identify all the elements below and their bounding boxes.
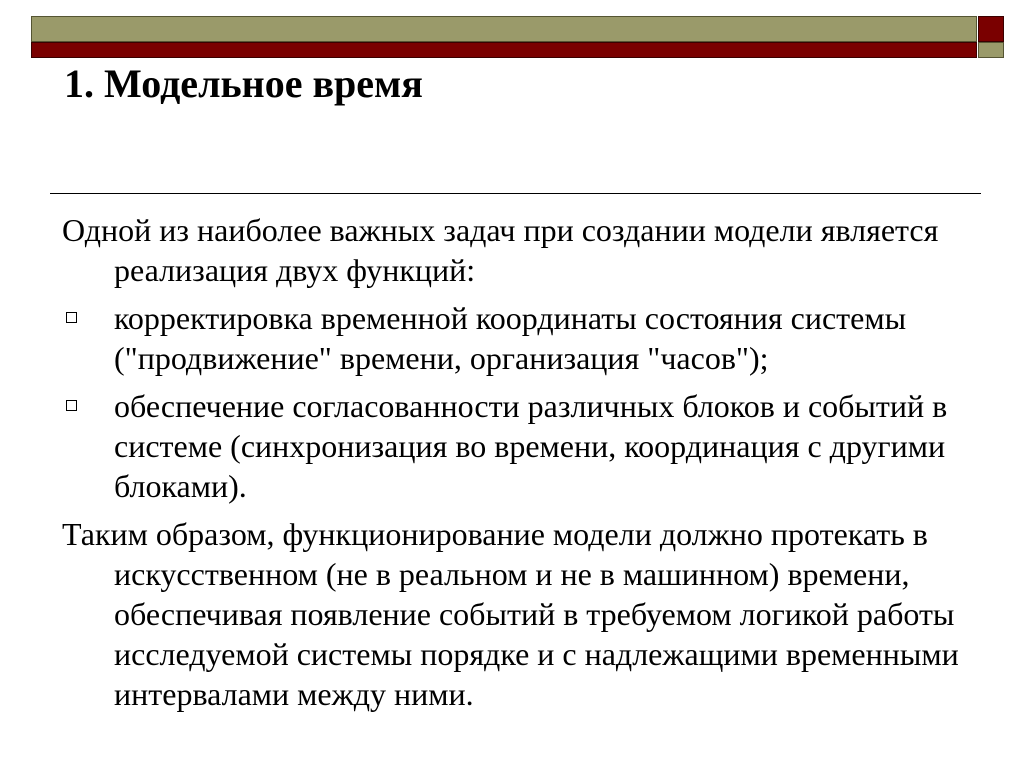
bullet-item (62, 386, 982, 506)
conclusion-paragraph: Таким образом, функционирование модели должно протекать в искусственном (не в реальном и не в машинном) времени, обеспечивая появление событий в требуемом логикой работы исследуемой системы порядке и с надлежащими временными интервалами между ними. (62, 516, 959, 712)
header-square-olive (978, 42, 1004, 58)
header-square-maroon (978, 16, 1004, 42)
bullet-text: корректировка временной координаты состояния системы ("продвижение" времени, организация "часов"); (114, 300, 907, 376)
hollow-square-bullet-icon (66, 400, 77, 411)
hollow-square-bullet-icon (66, 312, 77, 323)
title-divider (50, 193, 981, 194)
bullet-item (62, 298, 982, 378)
bullet-text: обеспечение согласованности различных блоков и событий в системе (синхронизация во времени, координация с другими блоками). (114, 388, 948, 504)
header-bar-maroon (31, 42, 977, 58)
slide-title: 1. Модельное время (64, 61, 423, 106)
slide-body (62, 210, 982, 722)
header-bar-olive (31, 16, 977, 42)
intro-paragraph: Одной из наиболее важных задач при создании модели является реализация двух функций: (62, 212, 939, 288)
